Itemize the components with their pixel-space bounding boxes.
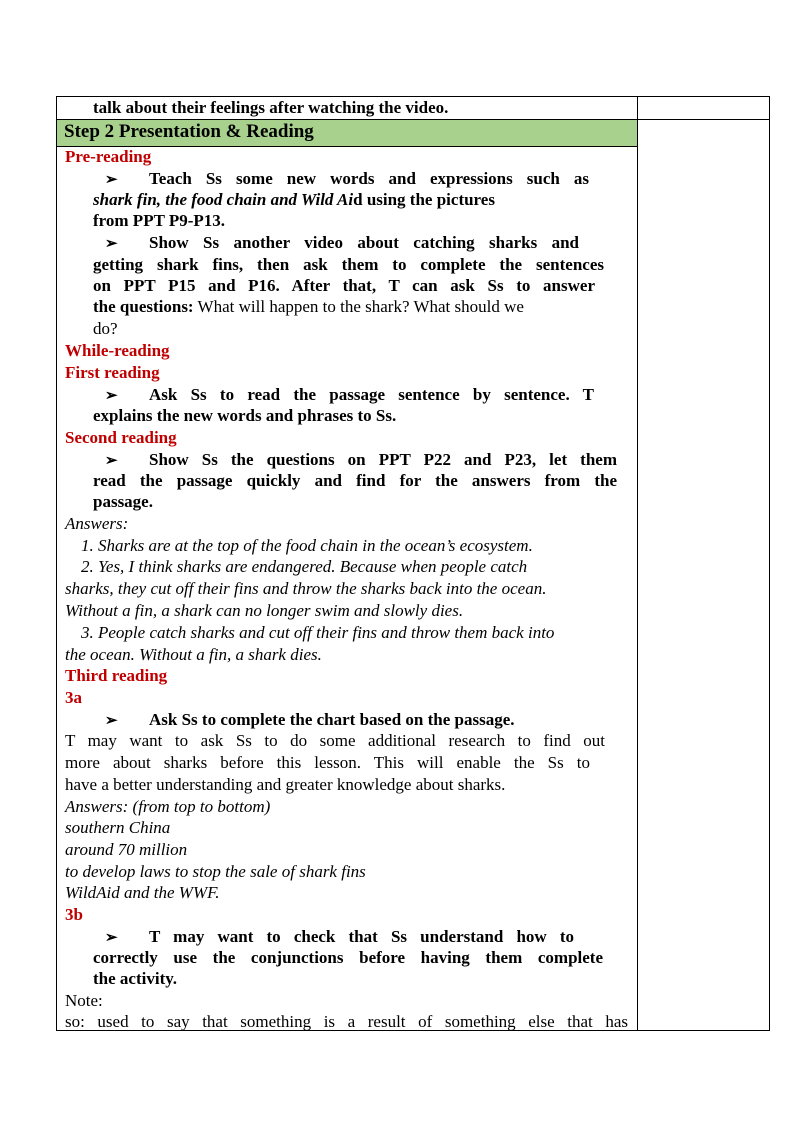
pre-b1-line1: Teach Ss some new words and expressions such as [149,169,589,188]
paragraph-line3: have a better understanding and greater knowledge about sharks. [65,775,506,794]
pre-b2-line3: on PPT P15 and P16. After that, T can ask Ss to answer [93,276,595,295]
first-line2: explains the new words and phrases to Ss. [93,406,397,425]
b3b-line3: the activity. [93,969,178,988]
lesson-plan-table [56,96,770,1031]
second-line1: Show Ss the questions on PPT P22 and P23, let them [149,450,617,469]
paragraph-line1: T may want to ask Ss to do some additional research to find out [65,731,605,750]
pre-b2-line1: Show Ss another video about catching sharks and [149,233,579,252]
bullet-arrow-icon: ➢ [105,172,118,188]
step2-header-band [57,120,637,147]
pre-b1-line2: shark fin, the food chain and Wild Aid using the pictures [93,190,495,209]
bullet-arrow-icon: ➢ [105,236,118,252]
answer-1: 1. Sharks are at the top of the food chain in the ocean’s ecosystem. [81,536,533,555]
note-line1: so: used to say that something is a result of something else that has [65,1012,628,1031]
row1-text: talk about their feelings after watching the video. [93,98,449,117]
bullet-arrow-icon: ➢ [105,388,118,404]
paragraph-line2: more about sharks before this lesson. This will enable the Ss to [65,753,590,772]
b3b-line2: correctly use the conjunctions before having them complete [93,948,603,967]
first-reading-heading: First reading [65,363,160,382]
second-line2: read the passage quickly and find for the answers from the [93,471,617,490]
column-divider [637,97,638,1030]
third-reading-heading: Third reading [65,666,168,685]
bullet-arrow-icon: ➢ [105,453,118,469]
answer-3a-2: around 70 million [65,840,188,859]
first-line1: Ask Ss to read the passage sentence by sentence. T [149,385,594,404]
subsection-3b: 3b [65,905,83,924]
pre-b1-line3: from PPT P9-P13. [93,211,226,230]
pre-b2-line4: the questions: What will happen to the shark? What should we [93,297,524,316]
while-reading-heading: While-reading [65,341,170,360]
second-reading-heading: Second reading [65,428,177,447]
pre-b2-line5: do? [93,319,118,338]
answer-3-line1: 3. People catch sharks and cut off their fins and throw them back into [81,623,555,642]
bullet-arrow-icon: ➢ [105,930,118,946]
b3a-text: Ask Ss to complete the chart based on the passage. [149,710,515,729]
answer-2-line3: Without a fin, a shark can no longer swim and slowly dies. [65,601,464,620]
answers-3a-label: Answers: (from top to bottom) [65,797,271,816]
note-label: Note: [65,991,103,1010]
bullet-arrow-icon: ➢ [105,713,118,729]
pre-reading-heading: Pre-reading [65,147,152,166]
answer-3a-4: WildAid and the WWF. [65,883,220,902]
second-line3: passage. [93,492,153,511]
answer-3a-3: to develop laws to stop the sale of shark fins [65,862,366,881]
answers-label: Answers: [65,514,129,533]
subsection-3a: 3a [65,688,82,707]
step2-title: Step 2 Presentation & Reading [64,121,314,142]
answer-3a-1: southern China [65,818,171,837]
b3b-line1: T may want to check that Ss understand how to [149,927,574,946]
answer-2-line2: sharks, they cut off their fins and throw the sharks back into the ocean. [65,579,547,598]
answer-2-line1: 2. Yes, I think sharks are endangered. Because when people catch [81,557,528,576]
pre-b2-line2: getting shark fins, then ask them to complete the sentences [93,255,604,274]
answer-3-line2: the ocean. Without a fin, a shark dies. [65,645,322,664]
